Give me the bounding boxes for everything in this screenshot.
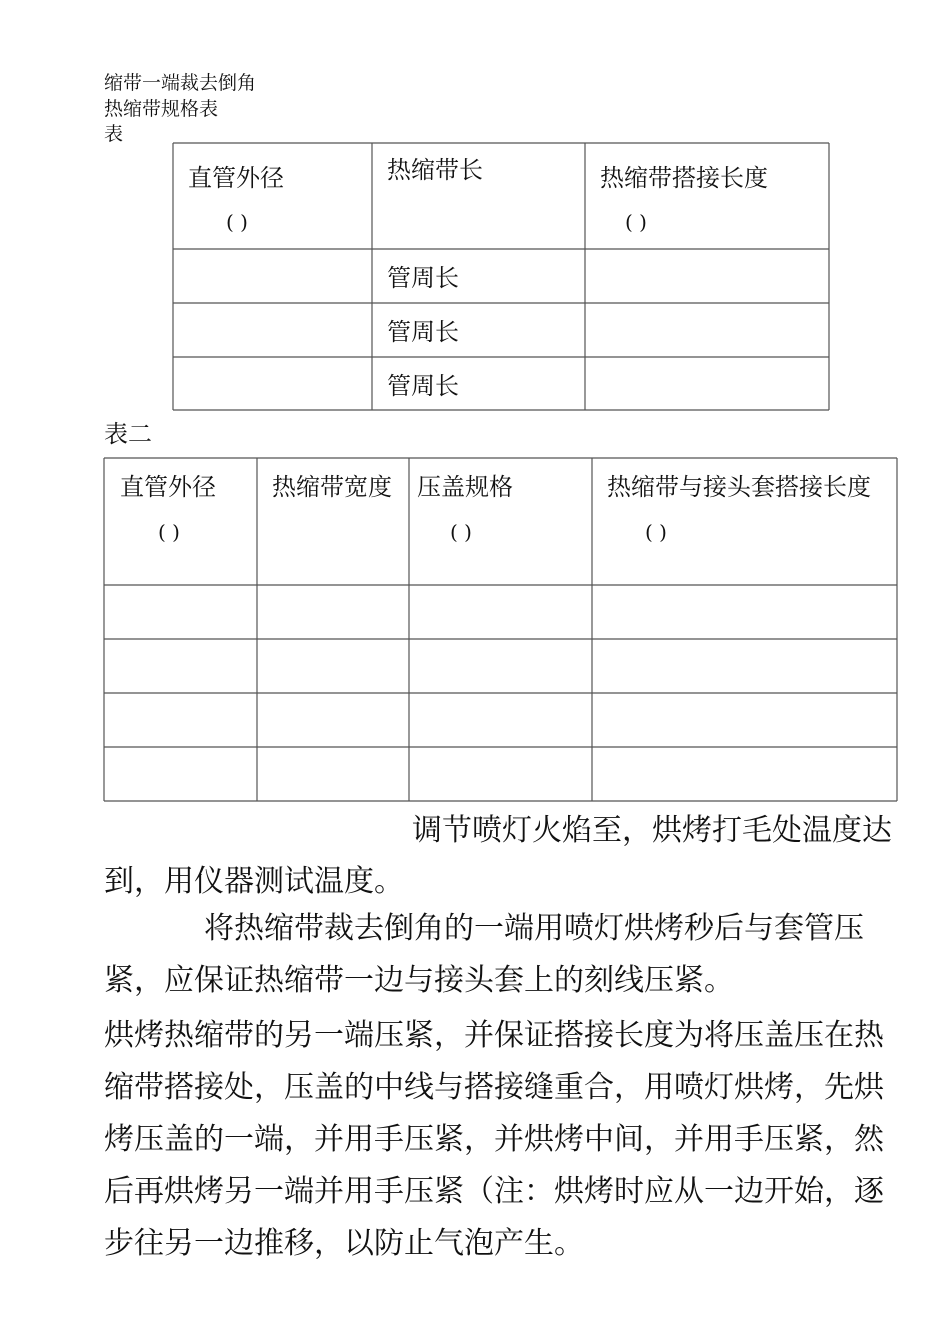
paragraph-3-line-5: 步往另一边推移，以防止气泡产生。 [104,1226,584,1261]
header-line-3: 表 [104,123,124,145]
table1-row3-cell2: 管周长 [387,372,459,400]
paragraph-2-line-2: 紧，应保证热缩带一边与接头套上的刻线压紧。 [104,963,734,998]
table1-header-diameter: 直管外径 [188,164,284,192]
table1-unit-diameter: ( ) [226,210,248,234]
table2-label: 表二 [104,420,152,448]
table1-header-overlap: 热缩带搭接长度 [600,164,768,192]
table2-unit-overlap: ( ) [645,520,667,544]
table1-unit-overlap: ( ) [625,210,647,234]
table1-row2-cell2: 管周长 [387,318,459,346]
table1-row1-cell2: 管周长 [387,264,459,292]
table1-header-length: 热缩带长 [387,156,483,184]
paragraph-1-line-2: 到，用仪器测试温度。 [104,864,404,899]
paragraph-3-line-3: 烤压盖的一端，并用手压紧，并烘烤中间，并用手压紧，然 [104,1122,884,1157]
paragraph-3-line-4: 后再烘烤另一端并用手压紧（注：烘烤时应从一边开始，逐 [104,1174,884,1209]
table2-header-overlap: 热缩带与接头套搭接长度 [607,473,871,501]
paragraph-2-line-1: 将热缩带裁去倒角的一端用喷灯烘烤秒后与套管压 [204,911,864,946]
paragraph-3-line-1: 烘烤热缩带的另一端压紧，并保证搭接长度为将压盖压在热 [104,1018,884,1053]
table2-unit-diameter: ( ) [158,520,180,544]
table2-header-cover: 压盖规格 [417,473,513,501]
paragraph-1-line-1: 调节喷灯火焰至，烘烤打毛处温度达 [412,813,892,848]
header-line-2: 热缩带规格表 [104,98,219,120]
table2-header-diameter: 直管外径 [120,473,216,501]
table2-unit-cover: ( ) [450,520,472,544]
paragraph-3-line-2: 缩带搭接处，压盖的中线与搭接缝重合，用喷灯烘烤，先烘 [104,1070,884,1105]
header-line-1: 缩带一端裁去倒角 [104,72,257,94]
table2-header-width: 热缩带宽度 [272,473,392,501]
